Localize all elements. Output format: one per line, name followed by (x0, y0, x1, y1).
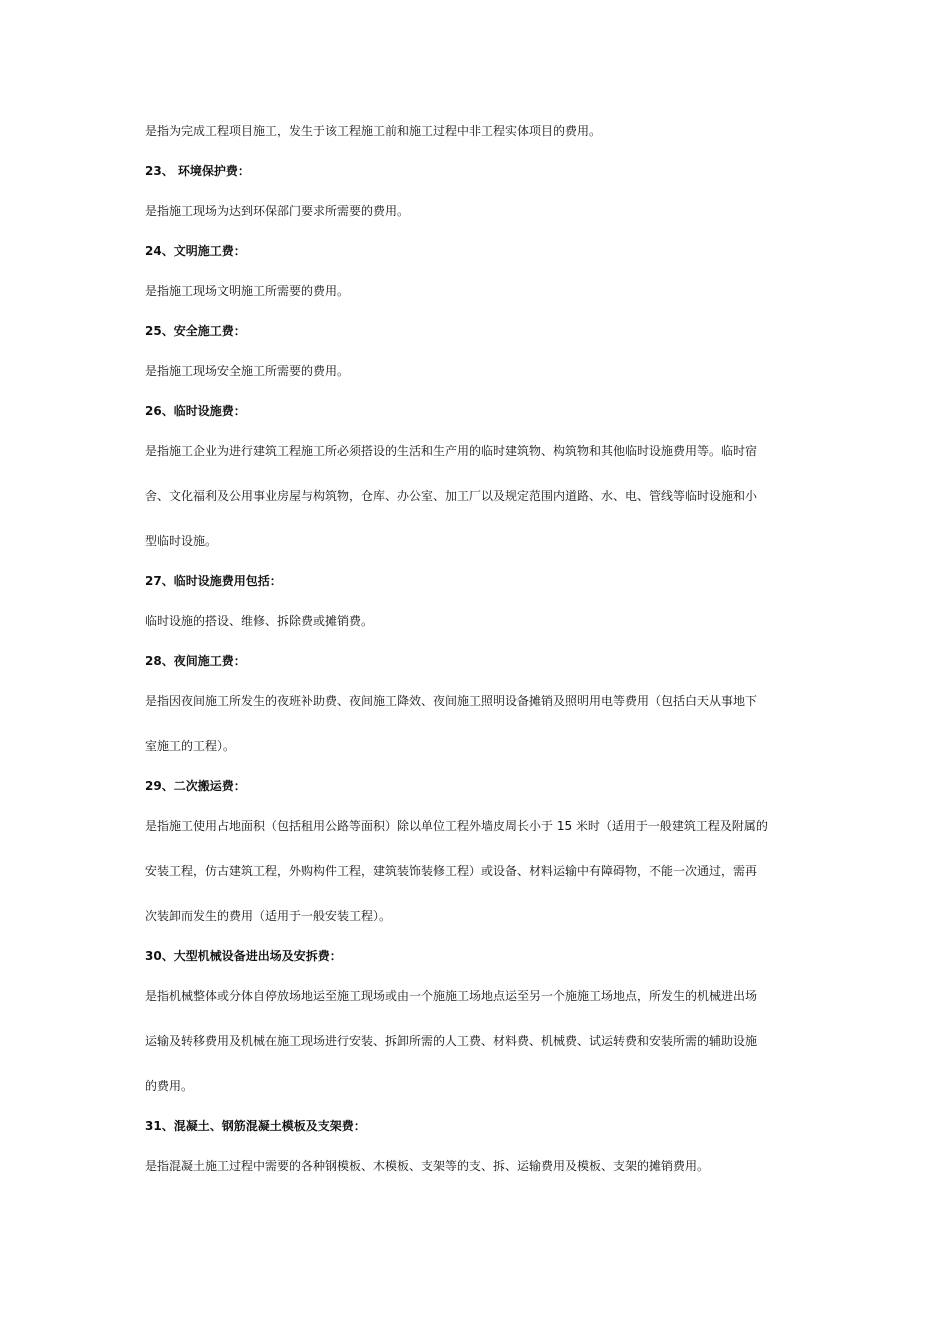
section-heading: 26、临时设施费： (145, 404, 246, 418)
section-30 (145, 949, 810, 1094)
section-paragraph-line: 舍、文化福利及公用事业房屋与构筑物，仓库、办公室、加工厂以及规定范围内道路、水、电、管线等临时设施和小 (145, 489, 758, 503)
section-29 (145, 779, 810, 924)
section-paragraph-line: 是指机械整体或分体自停放场地运至施工现场或由一个施施工场地点运至另一个施施工场地点，所发生的机械进出场 (145, 989, 758, 1003)
section-heading: 25、安全施工费： (145, 324, 246, 338)
section-31 (145, 1119, 810, 1174)
section-paragraph-line: 次装卸而发生的费用（适用于一般安装工程）。 (145, 909, 392, 923)
section-paragraph-line: 是指施工使用占地面积（包括租用公路等面积）除以单位工程外墙皮周长小于 15 米时（适用于一般建筑工程及附属的 (145, 819, 768, 833)
section-heading: 24、文明施工费： (145, 244, 246, 258)
section-paragraph-line: 的费用。 (145, 1079, 194, 1093)
section-paragraph-line: 是指施工现场为达到环保部门要求所需要的费用。 (145, 204, 410, 218)
section-heading: 31、混凝土、钢筋混凝土模板及支架费： (145, 1119, 366, 1133)
section-heading: 27、临时设施费用包括： (145, 574, 282, 588)
section-paragraph-line: 是指施工现场安全施工所需要的费用。 (145, 364, 350, 378)
section-24 (145, 244, 810, 299)
section-heading: 23、 环境保护费： (145, 164, 250, 178)
intro-paragraph: 是指为完成工程项目施工，发生于该工程施工前和施工过程中非工程实体项目的费用。 (145, 124, 602, 138)
section-paragraph-line: 安装工程，仿古建筑工程，外购构件工程，建筑装饰装修工程）或设备、材料运输中有障碍物，不能一次通过，需再 (145, 864, 758, 878)
section-paragraph-line: 是指施工企业为进行建筑工程施工所必须搭设的生活和生产用的临时建筑物、构筑物和其他临时设施费用等。临时宿 (145, 444, 758, 458)
section-28 (145, 654, 810, 754)
section-23 (145, 164, 810, 219)
section-paragraph-line: 室施工的工程）。 (145, 739, 236, 753)
section-paragraph-line: 是指因夜间施工所发生的夜班补助费、夜间施工降效、夜间施工照明设备摊销及照明用电等费用（包括白天从事地下 (145, 694, 758, 708)
section-heading: 28、夜间施工费： (145, 654, 246, 668)
section-paragraph-line: 是指混凝土施工过程中需要的各种钢模板、木模板、支架等的支、拆、运输费用及模板、支架的摊销费用。 (145, 1159, 710, 1173)
section-paragraph-line: 临时设施的搭设、维修、拆除费或摊销费。 (145, 614, 374, 628)
document-page (145, 124, 810, 1174)
section-27 (145, 574, 810, 629)
section-heading: 29、二次搬运费： (145, 779, 246, 793)
section-26 (145, 404, 810, 549)
section-paragraph-line: 型临时设施。 (145, 534, 218, 548)
section-heading: 30、大型机械设备进出场及安拆费： (145, 949, 342, 963)
section-paragraph-line: 是指施工现场文明施工所需要的费用。 (145, 284, 350, 298)
section-paragraph-line: 运输及转移费用及机械在施工现场进行安装、拆卸所需的人工费、材料费、机械费、试运转费和安装所需的辅助设施 (145, 1034, 758, 1048)
section-25 (145, 324, 810, 379)
